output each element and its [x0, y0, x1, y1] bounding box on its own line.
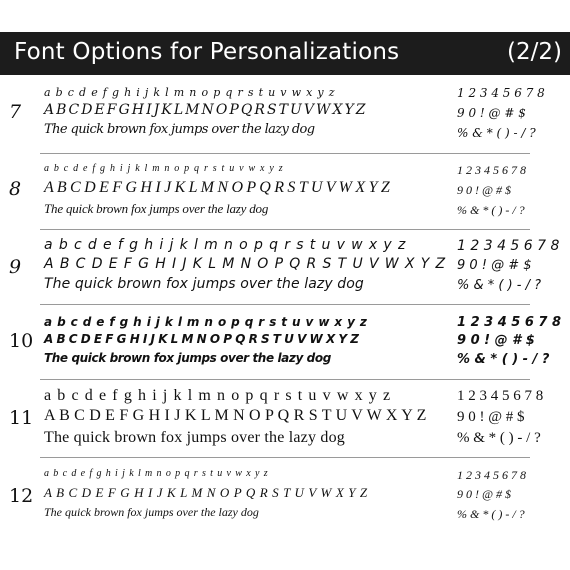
page-indicator: (2/2) [507, 39, 562, 65]
digits-sample: 1 2 3 4 5 6 7 8 [457, 388, 544, 404]
lowercase-sample: a b c d e f g h i j k l m n o p q r s t u v w x y z [44, 163, 284, 174]
font-row-7 [0, 86, 570, 152]
uppercase-sample: A B C D E F G H I J K L M N O P Q R S T U V W X Y Z [44, 332, 359, 346]
sentence-sample: The quick brown fox jumps over the lazy dog [44, 201, 269, 216]
divider [40, 457, 530, 458]
uppercase-sample: A B C D E F G H I J K L M N O P Q R S T U V W X Y Z [44, 256, 447, 272]
font-row-11 [0, 387, 570, 455]
lowercase-sample: a b c d e f g h i j k l m n o p q r s t u v w x y z [44, 237, 407, 253]
symbols-sample-2: % & * ( ) - / ? [457, 430, 541, 446]
font-number: 8 [9, 178, 22, 200]
font-number: 7 [9, 101, 22, 123]
symbols-sample-1: 9 0 ! @ # $ [457, 183, 512, 197]
digits-sample: 1 2 3 4 5 6 7 8 [457, 86, 545, 100]
symbols-sample-1: 9 0 ! @ # $ [457, 333, 535, 348]
digits-sample: 1 2 3 4 5 6 7 8 [457, 315, 562, 330]
font-row-10 [0, 315, 570, 375]
symbols-sample-1: 9 0 ! @ # $ [457, 487, 512, 501]
sentence-sample: The quick brown fox jumps over the lazy dog [44, 429, 345, 446]
page-title: Font Options for Personalizations [14, 39, 400, 65]
font-number: 11 [9, 407, 34, 429]
lowercase-sample: a b c d e f g h i j k l m n o p q r s t u v w x y z [44, 387, 392, 404]
lowercase-sample: a b c d e f g h i j k l m n o p q r s t u v w x y z [44, 86, 336, 99]
sentence-sample: The quick brown fox jumps over the lazy dog [44, 276, 364, 292]
symbols-sample-1: 9 0 ! @ # $ [457, 258, 532, 273]
font-row-8 [0, 163, 570, 225]
font-row-12 [0, 468, 570, 528]
divider [40, 304, 530, 305]
divider [40, 379, 530, 380]
font-number: 10 [9, 330, 34, 352]
symbols-sample-1: 9 0 ! @ # $ [457, 409, 525, 425]
digits-sample: 1 2 3 4 5 6 7 8 [457, 163, 526, 177]
sentence-sample: The quick brown fox jumps over the lazy dog [44, 351, 331, 365]
uppercase-sample: A B C D E F G H I J K L M N O P Q R S T U V W X Y Z [44, 102, 365, 118]
lowercase-sample: a b c d e f g h i j k l m n o p q r s t u v w x y z [44, 315, 368, 329]
font-number: 12 [9, 485, 34, 507]
symbols-sample-1: 9 0 ! @ # $ [457, 106, 526, 120]
font-number: 9 [9, 256, 22, 278]
font-row-9 [0, 237, 570, 303]
title-bar [0, 32, 570, 75]
divider [40, 153, 530, 154]
digits-sample: 1 2 3 4 5 6 7 8 [457, 238, 560, 254]
digits-sample: 1 2 3 4 5 6 7 8 [457, 468, 526, 482]
uppercase-sample: A B C D E F G H I J K L M N O P Q R S T U V W X Y Z [44, 407, 427, 424]
sentence-sample: The quick brown fox jumps over the lazy dog [44, 122, 315, 137]
lowercase-sample: a b c d e f g h i j k l m n o p q r s t u v w x y z [44, 468, 269, 479]
symbols-sample-2: % & * ( ) - / ? [457, 203, 525, 217]
symbols-sample-2: % & * ( ) - / ? [457, 507, 525, 521]
symbols-sample-2: % & * ( ) - / ? [457, 352, 550, 367]
symbols-sample-2: % & * ( ) - / ? [457, 278, 542, 293]
divider [40, 229, 530, 230]
symbols-sample-2: % & * ( ) - / ? [457, 126, 536, 140]
uppercase-sample: A B C D E F G H I J K L M N O P Q R S T U V W X Y Z [44, 179, 390, 196]
uppercase-sample: A B C D E F G H I J K L M N O P Q R S T U V W X Y Z [44, 485, 368, 500]
sentence-sample: The quick brown fox jumps over the lazy dog [44, 505, 259, 519]
